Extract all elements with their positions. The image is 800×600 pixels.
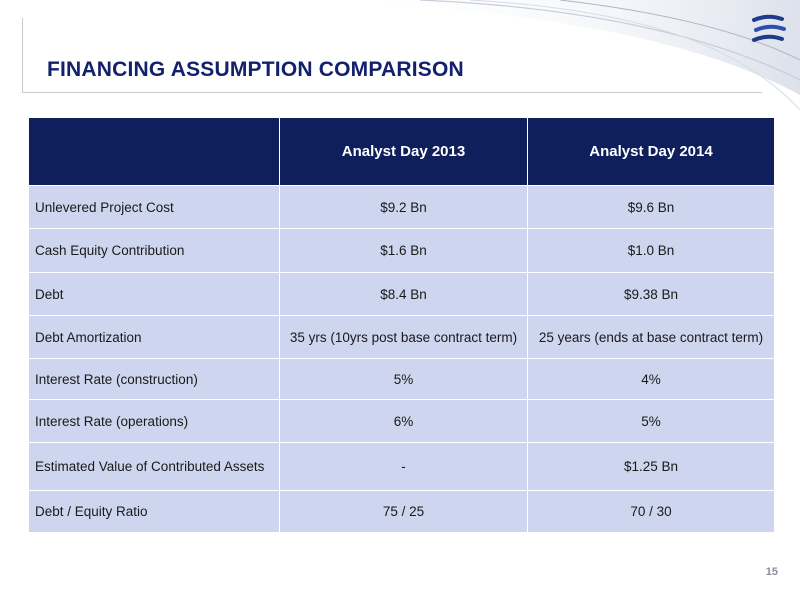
table-row — [29, 443, 775, 491]
row-label: Estimated Value of Contributed Assets — [29, 443, 280, 491]
row-label: Cash Equity Contribution — [29, 229, 280, 273]
value-2014: $9.6 Bn — [528, 186, 775, 229]
value-2013: 75 / 25 — [280, 491, 528, 533]
table-row — [29, 359, 775, 400]
table-row — [29, 316, 775, 359]
value-2014: $1.25 Bn — [528, 443, 775, 491]
company-logo-icon — [748, 12, 794, 48]
title-frame-horizontal-line — [22, 92, 762, 93]
row-label: Interest Rate (construction) — [29, 359, 280, 400]
title-frame-vertical-line — [22, 18, 23, 92]
row-label: Unlevered Project Cost — [29, 186, 280, 229]
row-label: Debt Amortization — [29, 316, 280, 359]
table-row — [29, 186, 775, 229]
financing-comparison-table — [28, 117, 775, 533]
header-empty-cell — [29, 118, 280, 186]
table-header-row — [29, 118, 775, 186]
value-2014: 70 / 30 — [528, 491, 775, 533]
row-label: Debt / Equity Ratio — [29, 491, 280, 533]
table-row — [29, 491, 775, 533]
value-2014: $9.38 Bn — [528, 273, 775, 316]
value-2014: 4% — [528, 359, 775, 400]
value-2014: $1.0 Bn — [528, 229, 775, 273]
header-swoosh-decoration — [0, 0, 800, 110]
value-2013: $9.2 Bn — [280, 186, 528, 229]
row-label: Debt — [29, 273, 280, 316]
value-2014: 5% — [528, 400, 775, 443]
value-2013: $1.6 Bn — [280, 229, 528, 273]
header-analyst-day-2014: Analyst Day 2014 — [528, 118, 775, 186]
table-row — [29, 400, 775, 443]
page-number: 15 — [765, 566, 778, 578]
header-analyst-day-2013: Analyst Day 2013 — [280, 118, 528, 186]
value-2013: - — [280, 443, 528, 491]
table-row — [29, 229, 775, 273]
value-2013: $8.4 Bn — [280, 273, 528, 316]
value-2014: 25 years (ends at base contract term) — [528, 316, 775, 359]
page-title: FINANCING ASSUMPTION COMPARISON — [47, 58, 464, 81]
value-2013: 6% — [280, 400, 528, 443]
value-2013: 35 yrs (10yrs post base contract term) — [280, 316, 528, 359]
value-2013: 5% — [280, 359, 528, 400]
row-label: Interest Rate (operations) — [29, 400, 280, 443]
table-row — [29, 273, 775, 316]
